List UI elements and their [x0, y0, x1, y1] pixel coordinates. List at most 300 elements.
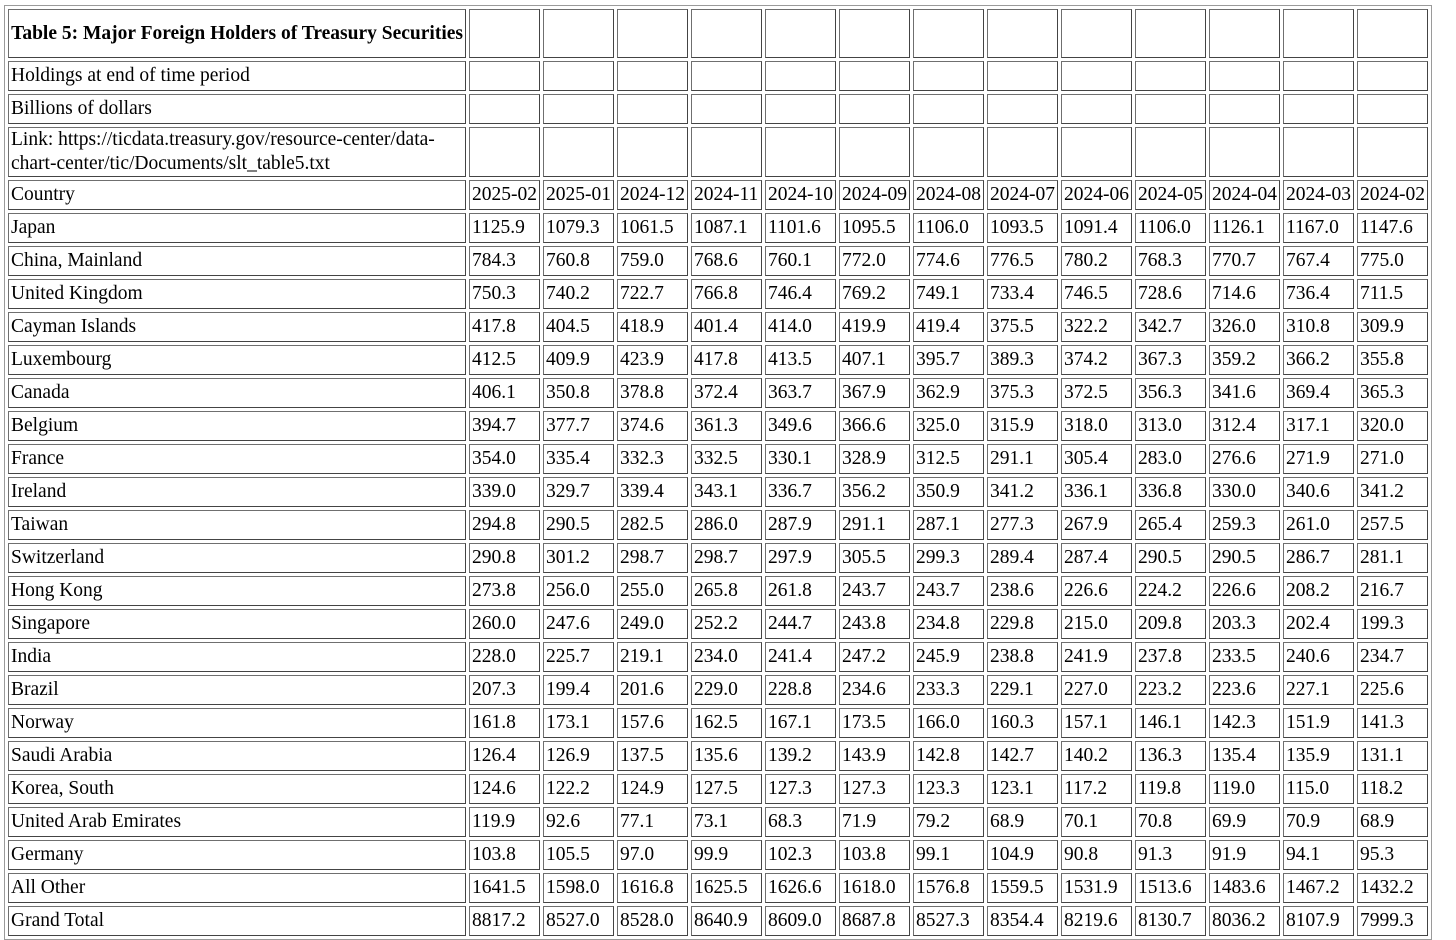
value-cell: 237.8: [1135, 642, 1206, 672]
value-cell: 136.3: [1135, 741, 1206, 771]
value-cell: 310.8: [1283, 312, 1354, 342]
value-cell: 325.0: [913, 411, 984, 441]
value-cell: 151.9: [1283, 708, 1354, 738]
link-row: [8, 127, 1428, 177]
value-cell: 245.9: [913, 642, 984, 672]
table-row: [8, 642, 1428, 672]
value-cell: 207.3: [469, 675, 540, 705]
empty-cell: [913, 9, 984, 58]
value-cell: 226.6: [1061, 576, 1132, 606]
value-cell: 286.0: [691, 510, 762, 540]
value-cell: 243.7: [839, 576, 910, 606]
empty-cell: [1357, 61, 1428, 91]
value-cell: 354.0: [469, 444, 540, 474]
value-cell: 401.4: [691, 312, 762, 342]
value-cell: 746.4: [765, 279, 836, 309]
value-cell: 79.2: [913, 807, 984, 837]
value-cell: 142.7: [987, 741, 1058, 771]
value-cell: 8219.6: [1061, 906, 1132, 936]
value-cell: 224.2: [1135, 576, 1206, 606]
value-cell: 1559.5: [987, 873, 1058, 903]
empty-cell: [1061, 94, 1132, 124]
value-cell: 157.1: [1061, 708, 1132, 738]
value-cell: 70.1: [1061, 807, 1132, 837]
value-cell: 157.6: [617, 708, 688, 738]
value-cell: 166.0: [913, 708, 984, 738]
empty-cell: [543, 9, 614, 58]
value-cell: 315.9: [987, 411, 1058, 441]
value-cell: 227.0: [1061, 675, 1132, 705]
value-cell: 226.6: [1209, 576, 1280, 606]
value-cell: 305.5: [839, 543, 910, 573]
value-cell: 123.3: [913, 774, 984, 804]
country-cell: Belgium: [8, 411, 466, 441]
period-header: 2024-03: [1283, 180, 1354, 210]
value-cell: 1125.9: [469, 213, 540, 243]
value-cell: 289.4: [987, 543, 1058, 573]
value-cell: 265.8: [691, 576, 762, 606]
value-cell: 414.0: [765, 312, 836, 342]
value-cell: 356.3: [1135, 378, 1206, 408]
value-cell: 229.1: [987, 675, 1058, 705]
value-cell: 215.0: [1061, 609, 1132, 639]
country-cell: Korea, South: [8, 774, 466, 804]
value-cell: 8107.9: [1283, 906, 1354, 936]
value-cell: 256.0: [543, 576, 614, 606]
value-cell: 312.4: [1209, 411, 1280, 441]
value-cell: 1167.0: [1283, 213, 1354, 243]
value-cell: 202.4: [1283, 609, 1354, 639]
value-cell: 362.9: [913, 378, 984, 408]
value-cell: 287.1: [913, 510, 984, 540]
value-cell: 286.7: [1283, 543, 1354, 573]
value-cell: 1095.5: [839, 213, 910, 243]
empty-cell: [839, 9, 910, 58]
country-cell: China, Mainland: [8, 246, 466, 276]
value-cell: 759.0: [617, 246, 688, 276]
value-cell: 328.9: [839, 444, 910, 474]
table-row: [8, 609, 1428, 639]
empty-cell: [839, 127, 910, 177]
value-cell: 127.3: [839, 774, 910, 804]
empty-cell: [913, 94, 984, 124]
table-row: [8, 840, 1428, 870]
value-cell: 1618.0: [839, 873, 910, 903]
value-cell: 92.6: [543, 807, 614, 837]
country-cell: Saudi Arabia: [8, 741, 466, 771]
value-cell: 413.5: [765, 345, 836, 375]
value-cell: 255.0: [617, 576, 688, 606]
value-cell: 119.8: [1135, 774, 1206, 804]
country-cell: Switzerland: [8, 543, 466, 573]
value-cell: 342.7: [1135, 312, 1206, 342]
value-cell: 283.0: [1135, 444, 1206, 474]
treasury-holders-table: [4, 5, 1432, 940]
table-row: [8, 279, 1428, 309]
empty-cell: [1283, 94, 1354, 124]
value-cell: 282.5: [617, 510, 688, 540]
value-cell: 234.7: [1357, 642, 1428, 672]
value-cell: 135.4: [1209, 741, 1280, 771]
value-cell: 290.5: [543, 510, 614, 540]
table-title: Table 5: Major Foreign Holders of Treasury Securities: [8, 9, 466, 58]
value-cell: 127.3: [765, 774, 836, 804]
empty-cell: [765, 94, 836, 124]
value-cell: 768.6: [691, 246, 762, 276]
value-cell: 8130.7: [1135, 906, 1206, 936]
value-cell: 240.6: [1283, 642, 1354, 672]
value-cell: 1616.8: [617, 873, 688, 903]
value-cell: 90.8: [1061, 840, 1132, 870]
empty-cell: [543, 94, 614, 124]
table-row: [8, 873, 1428, 903]
value-cell: 309.9: [1357, 312, 1428, 342]
value-cell: 419.4: [913, 312, 984, 342]
empty-cell: [913, 127, 984, 177]
value-cell: 247.2: [839, 642, 910, 672]
value-cell: 234.8: [913, 609, 984, 639]
period-header: 2024-11: [691, 180, 762, 210]
value-cell: 229.0: [691, 675, 762, 705]
value-cell: 124.6: [469, 774, 540, 804]
value-cell: 374.6: [617, 411, 688, 441]
value-cell: 746.5: [1061, 279, 1132, 309]
country-cell: France: [8, 444, 466, 474]
value-cell: 223.6: [1209, 675, 1280, 705]
empty-cell: [469, 9, 540, 58]
country-cell: Taiwan: [8, 510, 466, 540]
country-cell: All Other: [8, 873, 466, 903]
value-cell: 162.5: [691, 708, 762, 738]
value-cell: 335.4: [543, 444, 614, 474]
value-cell: 115.0: [1283, 774, 1354, 804]
value-cell: 294.8: [469, 510, 540, 540]
empty-cell: [1209, 127, 1280, 177]
value-cell: 349.6: [765, 411, 836, 441]
value-cell: 1093.5: [987, 213, 1058, 243]
value-cell: 91.3: [1135, 840, 1206, 870]
value-cell: 271.9: [1283, 444, 1354, 474]
value-cell: 367.9: [839, 378, 910, 408]
value-cell: 766.8: [691, 279, 762, 309]
country-cell: United Kingdom: [8, 279, 466, 309]
empty-cell: [617, 9, 688, 58]
source-link[interactable]: Link: https://ticdata.treasury.gov/resource-center/data-chart-center/tic/Documents/slt_table5.txt: [8, 127, 466, 177]
value-cell: 161.8: [469, 708, 540, 738]
value-cell: 343.1: [691, 477, 762, 507]
table-row: [8, 708, 1428, 738]
value-cell: 105.5: [543, 840, 614, 870]
table-row: [8, 510, 1428, 540]
value-cell: 238.8: [987, 642, 1058, 672]
value-cell: 780.2: [1061, 246, 1132, 276]
value-cell: 117.2: [1061, 774, 1132, 804]
value-cell: 208.2: [1283, 576, 1354, 606]
value-cell: 8609.0: [765, 906, 836, 936]
value-cell: 146.1: [1135, 708, 1206, 738]
value-cell: 365.3: [1357, 378, 1428, 408]
value-cell: 407.1: [839, 345, 910, 375]
empty-cell: [469, 94, 540, 124]
value-cell: 332.5: [691, 444, 762, 474]
value-cell: 359.2: [1209, 345, 1280, 375]
value-cell: 775.0: [1357, 246, 1428, 276]
value-cell: 252.2: [691, 609, 762, 639]
value-cell: 103.8: [469, 840, 540, 870]
value-cell: 318.0: [1061, 411, 1132, 441]
empty-cell: [1283, 9, 1354, 58]
empty-cell: [1061, 9, 1132, 58]
value-cell: 8527.3: [913, 906, 984, 936]
country-cell: Grand Total: [8, 906, 466, 936]
value-cell: 8687.8: [839, 906, 910, 936]
country-cell: Norway: [8, 708, 466, 738]
value-cell: 219.1: [617, 642, 688, 672]
value-cell: 417.8: [469, 312, 540, 342]
value-cell: 339.4: [617, 477, 688, 507]
value-cell: 271.0: [1357, 444, 1428, 474]
value-cell: 375.3: [987, 378, 1058, 408]
value-cell: 1147.6: [1357, 213, 1428, 243]
country-cell: India: [8, 642, 466, 672]
value-cell: 372.4: [691, 378, 762, 408]
empty-cell: [1135, 127, 1206, 177]
table-row: [8, 213, 1428, 243]
value-cell: 7999.3: [1357, 906, 1428, 936]
value-cell: 1641.5: [469, 873, 540, 903]
value-cell: 377.7: [543, 411, 614, 441]
value-cell: 173.5: [839, 708, 910, 738]
value-cell: 784.3: [469, 246, 540, 276]
value-cell: 406.1: [469, 378, 540, 408]
value-cell: 273.8: [469, 576, 540, 606]
period-header: 2025-01: [543, 180, 614, 210]
value-cell: 209.8: [1135, 609, 1206, 639]
table-row: [8, 906, 1428, 936]
value-cell: 728.6: [1135, 279, 1206, 309]
value-cell: 233.3: [913, 675, 984, 705]
value-cell: 119.9: [469, 807, 540, 837]
value-cell: 366.2: [1283, 345, 1354, 375]
empty-cell: [617, 61, 688, 91]
value-cell: 68.9: [987, 807, 1058, 837]
value-cell: 102.3: [765, 840, 836, 870]
empty-cell: [1209, 61, 1280, 91]
value-cell: 199.4: [543, 675, 614, 705]
value-cell: 95.3: [1357, 840, 1428, 870]
value-cell: 122.2: [543, 774, 614, 804]
empty-cell: [469, 127, 540, 177]
value-cell: 1106.0: [913, 213, 984, 243]
value-cell: 290.5: [1209, 543, 1280, 573]
empty-cell: [617, 94, 688, 124]
value-cell: 265.4: [1135, 510, 1206, 540]
value-cell: 375.5: [987, 312, 1058, 342]
table-row: [8, 246, 1428, 276]
value-cell: 8036.2: [1209, 906, 1280, 936]
empty-cell: [839, 61, 910, 91]
value-cell: 137.5: [617, 741, 688, 771]
period-header: 2024-02: [1357, 180, 1428, 210]
value-cell: 94.1: [1283, 840, 1354, 870]
country-cell: United Arab Emirates: [8, 807, 466, 837]
value-cell: 776.5: [987, 246, 1058, 276]
value-cell: 287.4: [1061, 543, 1132, 573]
empty-cell: [1061, 61, 1132, 91]
value-cell: 298.7: [617, 543, 688, 573]
value-cell: 135.6: [691, 741, 762, 771]
empty-cell: [691, 127, 762, 177]
table-row: [8, 477, 1428, 507]
value-cell: 361.3: [691, 411, 762, 441]
empty-cell: [1209, 9, 1280, 58]
value-cell: 1483.6: [1209, 873, 1280, 903]
treasury-holders-table-container: [4, 5, 1432, 940]
empty-cell: [987, 61, 1058, 91]
value-cell: 326.0: [1209, 312, 1280, 342]
value-cell: 1531.9: [1061, 873, 1132, 903]
value-cell: 312.5: [913, 444, 984, 474]
value-cell: 350.9: [913, 477, 984, 507]
value-cell: 417.8: [691, 345, 762, 375]
value-cell: 103.8: [839, 840, 910, 870]
country-cell: Canada: [8, 378, 466, 408]
value-cell: 1091.4: [1061, 213, 1132, 243]
empty-cell: [987, 94, 1058, 124]
period-header: 2024-08: [913, 180, 984, 210]
units-row: [8, 94, 1428, 124]
value-cell: 419.9: [839, 312, 910, 342]
value-cell: 1106.0: [1135, 213, 1206, 243]
value-cell: 140.2: [1061, 741, 1132, 771]
value-cell: 267.9: [1061, 510, 1132, 540]
value-cell: 135.9: [1283, 741, 1354, 771]
value-cell: 356.2: [839, 477, 910, 507]
value-cell: 395.7: [913, 345, 984, 375]
empty-cell: [839, 94, 910, 124]
value-cell: 143.9: [839, 741, 910, 771]
value-cell: 203.3: [1209, 609, 1280, 639]
table-row: [8, 378, 1428, 408]
value-cell: 8528.0: [617, 906, 688, 936]
table-row: [8, 411, 1428, 441]
value-cell: 423.9: [617, 345, 688, 375]
value-cell: 104.9: [987, 840, 1058, 870]
value-cell: 223.2: [1135, 675, 1206, 705]
empty-cell: [469, 61, 540, 91]
value-cell: 714.6: [1209, 279, 1280, 309]
value-cell: 199.3: [1357, 609, 1428, 639]
empty-cell: [1357, 94, 1428, 124]
value-cell: 332.3: [617, 444, 688, 474]
value-cell: 770.7: [1209, 246, 1280, 276]
value-cell: 247.6: [543, 609, 614, 639]
holdings-subtitle: Holdings at end of time period: [8, 61, 466, 91]
value-cell: 216.7: [1357, 576, 1428, 606]
period-header: 2025-02: [469, 180, 540, 210]
value-cell: 201.6: [617, 675, 688, 705]
value-cell: 760.1: [765, 246, 836, 276]
value-cell: 173.1: [543, 708, 614, 738]
value-cell: 234.0: [691, 642, 762, 672]
value-cell: 8354.4: [987, 906, 1058, 936]
value-cell: 229.8: [987, 609, 1058, 639]
value-cell: 228.0: [469, 642, 540, 672]
value-cell: 290.8: [469, 543, 540, 573]
value-cell: 313.0: [1135, 411, 1206, 441]
value-cell: 394.7: [469, 411, 540, 441]
empty-cell: [691, 61, 762, 91]
header-row: [8, 180, 1428, 210]
value-cell: 8640.9: [691, 906, 762, 936]
value-cell: 1087.1: [691, 213, 762, 243]
value-cell: 1625.5: [691, 873, 762, 903]
value-cell: 260.0: [469, 609, 540, 639]
value-cell: 1626.6: [765, 873, 836, 903]
value-cell: 330.0: [1209, 477, 1280, 507]
units-subtitle: Billions of dollars: [8, 94, 466, 124]
value-cell: 99.9: [691, 840, 762, 870]
value-cell: 750.3: [469, 279, 540, 309]
empty-cell: [1209, 94, 1280, 124]
empty-cell: [1283, 61, 1354, 91]
value-cell: 290.5: [1135, 543, 1206, 573]
value-cell: 142.3: [1209, 708, 1280, 738]
value-cell: 301.2: [543, 543, 614, 573]
value-cell: 261.8: [765, 576, 836, 606]
value-cell: 8817.2: [469, 906, 540, 936]
value-cell: 287.9: [765, 510, 836, 540]
country-cell: Japan: [8, 213, 466, 243]
value-cell: 339.0: [469, 477, 540, 507]
empty-cell: [913, 61, 984, 91]
value-cell: 233.5: [1209, 642, 1280, 672]
value-cell: 228.8: [765, 675, 836, 705]
period-header: 2024-04: [1209, 180, 1280, 210]
value-cell: 740.2: [543, 279, 614, 309]
value-cell: 711.5: [1357, 279, 1428, 309]
empty-cell: [1135, 61, 1206, 91]
table-row: [8, 807, 1428, 837]
value-cell: 418.9: [617, 312, 688, 342]
value-cell: 760.8: [543, 246, 614, 276]
value-cell: 404.5: [543, 312, 614, 342]
value-cell: 291.1: [987, 444, 1058, 474]
value-cell: 733.4: [987, 279, 1058, 309]
country-column-header: Country: [8, 180, 466, 210]
value-cell: 1432.2: [1357, 873, 1428, 903]
value-cell: 378.8: [617, 378, 688, 408]
country-cell: Singapore: [8, 609, 466, 639]
value-cell: 355.8: [1357, 345, 1428, 375]
value-cell: 70.9: [1283, 807, 1354, 837]
value-cell: 234.6: [839, 675, 910, 705]
title-row: [8, 9, 1428, 58]
country-cell: Ireland: [8, 477, 466, 507]
empty-cell: [987, 127, 1058, 177]
value-cell: 1126.1: [1209, 213, 1280, 243]
period-header: 2024-10: [765, 180, 836, 210]
period-header: 2024-09: [839, 180, 910, 210]
value-cell: 772.0: [839, 246, 910, 276]
empty-cell: [617, 127, 688, 177]
table-row: [8, 543, 1428, 573]
value-cell: 99.1: [913, 840, 984, 870]
value-cell: 409.9: [543, 345, 614, 375]
table-row: [8, 345, 1428, 375]
value-cell: 227.1: [1283, 675, 1354, 705]
value-cell: 118.2: [1357, 774, 1428, 804]
